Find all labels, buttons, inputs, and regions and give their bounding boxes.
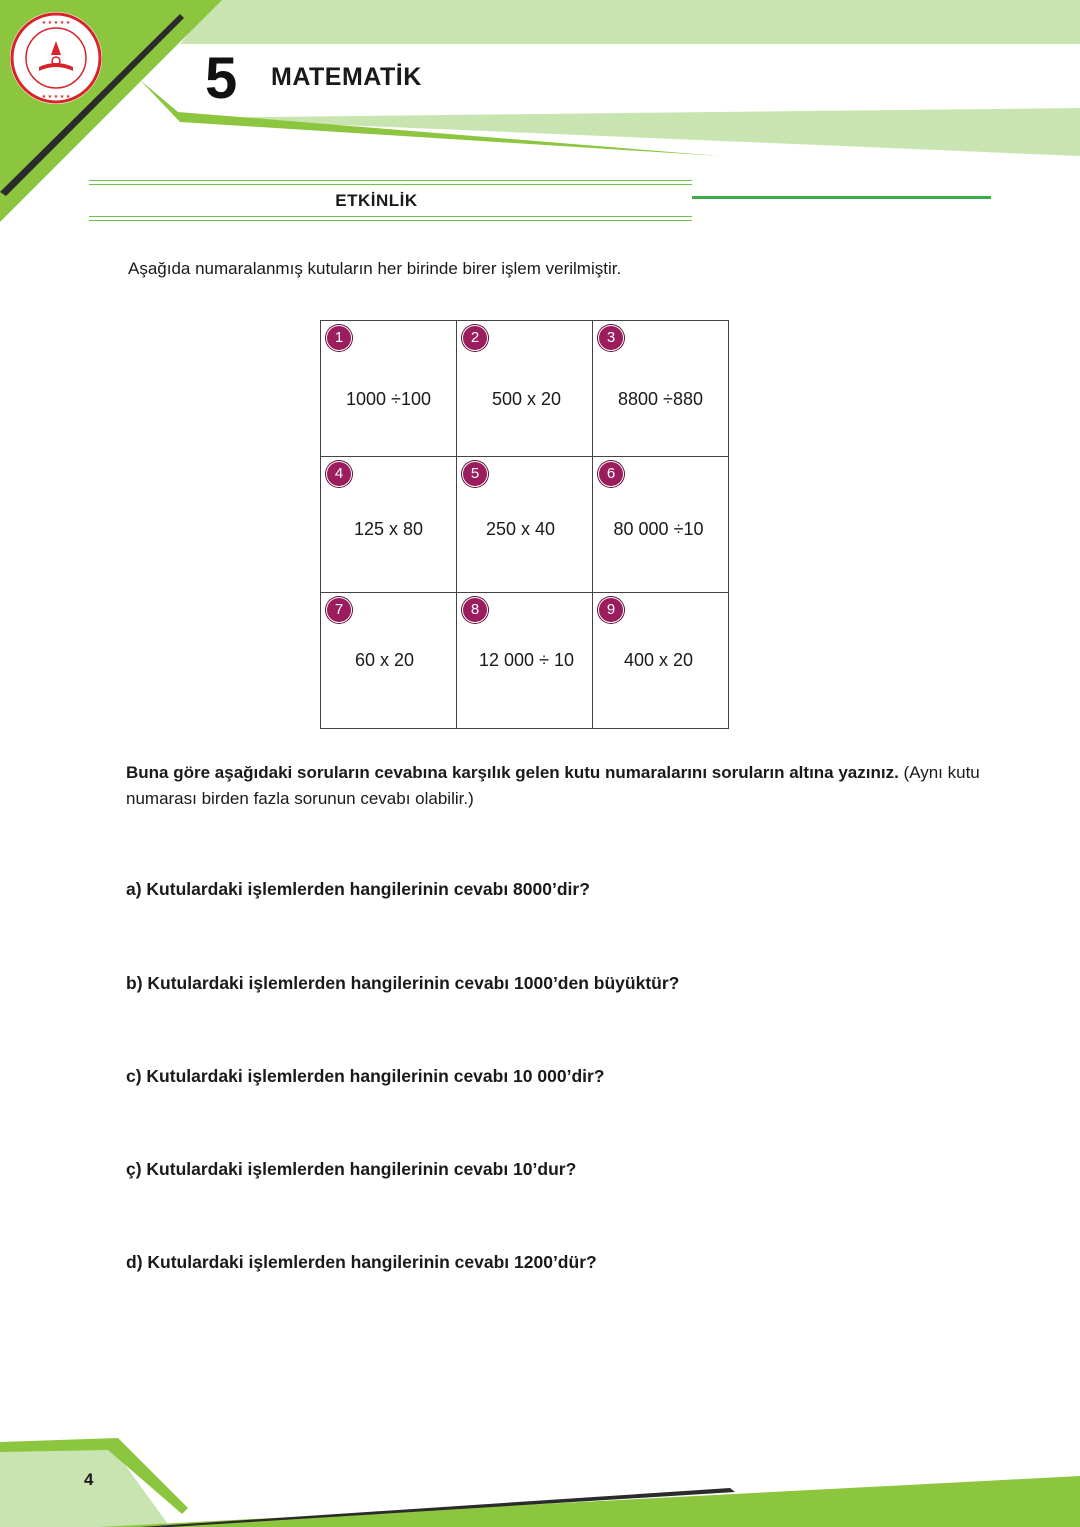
svg-text:★ ★ ★ ★ ★: ★ ★ ★ ★ ★ xyxy=(41,94,71,100)
box-9 xyxy=(593,593,729,729)
box-expression: 60 x 20 xyxy=(354,650,415,670)
question-c: c) Kutulardaki işlemlerden hangilerinin cevabı 10 000’dir? xyxy=(126,1066,605,1086)
box-number-badge: 9 xyxy=(598,597,624,623)
operations-grid xyxy=(320,320,729,729)
box-6 xyxy=(593,457,729,593)
footer-decoration xyxy=(0,1430,1080,1527)
box-number-badge: 3 xyxy=(598,325,624,351)
question-a: a) Kutulardaki işlemlerden hangilerinin cevabı 8000’dir? xyxy=(126,879,590,899)
box-5 xyxy=(457,457,593,593)
box-2 xyxy=(457,321,593,457)
intro-text: Aşağıda numaralanmış kutuların her birinde birer işlem verilmiştir. xyxy=(128,259,622,278)
box-number-badge: 5 xyxy=(462,461,488,487)
grade-number: 5 xyxy=(205,46,238,111)
box-expression: 8800 ÷880 xyxy=(618,389,703,409)
ministry-logo xyxy=(9,11,103,105)
instruction-bold: Buna göre aşağıdaki soruların cevabına karşılık gelen kutu numaralarını soruların altına yazınız. xyxy=(126,763,899,782)
box-expression: 250 x 40 xyxy=(485,519,556,539)
box-expression: 80 000 ÷10 xyxy=(613,519,704,539)
box-1 xyxy=(321,321,457,457)
box-expression: 125 x 80 xyxy=(353,519,424,539)
question-cc: ç) Kutulardaki işlemlerden hangilerinin cevabı 10’dur? xyxy=(126,1159,577,1179)
section-title: ETKİNLİK xyxy=(335,191,418,210)
subject-title: MATEMATİK xyxy=(271,63,422,91)
box-number-badge: 2 xyxy=(462,325,488,351)
instruction-text xyxy=(126,760,996,812)
question-b: b) Kutulardaki işlemlerden hangilerinin cevabı 1000’den büyüktür? xyxy=(126,973,680,993)
box-7 xyxy=(321,593,457,729)
page-number: 4 xyxy=(84,1470,94,1489)
svg-text:★ ★ ★ ★ ★: ★ ★ ★ ★ ★ xyxy=(41,20,71,26)
box-expression: 500 x 20 xyxy=(491,389,562,409)
box-expression: 1000 ÷100 xyxy=(346,389,431,409)
box-8 xyxy=(457,593,593,729)
box-number-badge: 6 xyxy=(598,461,624,487)
box-expression: 12 000 ÷ 10 xyxy=(479,650,574,670)
section-title-rule xyxy=(692,196,991,199)
box-4 xyxy=(321,457,457,593)
question-d: d) Kutulardaki işlemlerden hangilerinin cevabı 1200’dür? xyxy=(126,1252,597,1272)
box-number-badge: 1 xyxy=(326,325,352,351)
box-expression: 400 x 20 xyxy=(623,650,694,670)
box-3 xyxy=(593,321,729,457)
instruction-note: (Aynı kutu numarası birden fazla sorunun cevabı olabilir.) xyxy=(126,763,980,808)
box-number-badge: 8 xyxy=(462,597,488,623)
box-number-badge: 7 xyxy=(326,597,352,623)
box-number-badge: 4 xyxy=(326,461,352,487)
